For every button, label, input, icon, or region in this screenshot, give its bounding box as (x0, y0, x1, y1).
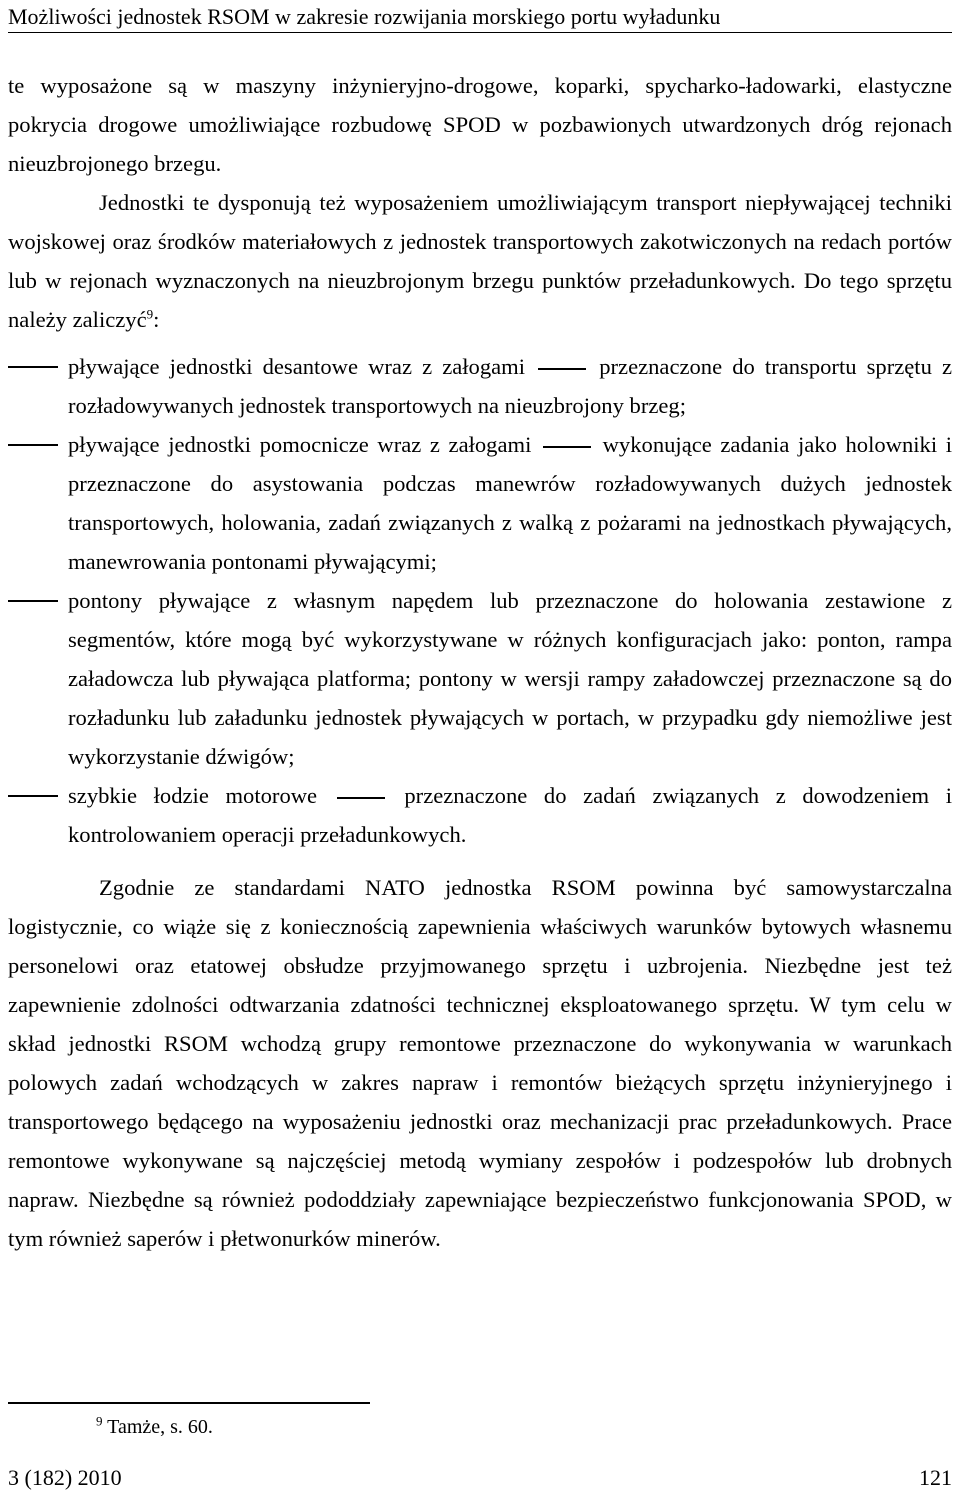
running-header-title: Możliwości jednostek RSOM w zakresie rozwijania morskiego portu wyładunku (8, 4, 721, 29)
dash-bullet (8, 366, 58, 368)
footnote-reference[interactable]: 9 (146, 306, 154, 322)
paragraph-equipment-continuation: te wyposażone są w maszyny inżynieryjno-drogowe, koparki, spycharko-ładowarki, elastyczne pokrycia drogowe umożliwiające rozbudowę SPOD w pozbawionych utwardzonych dróg rejonach nieuzbrojonego brzegu. (8, 73, 952, 176)
dash-bullet (8, 600, 58, 602)
footnote-text: Tamże, s. 60. (107, 1416, 213, 1438)
issue-number: 3 (182) 2010 (8, 1465, 122, 1490)
footnote-number: 9 (96, 1413, 103, 1429)
list-item: pływające jednostki desantowe wraz z załogami przeznaczone do transportu sprzętu z rozładowywanych jednostek transportowych na nieuzbrojony brzeg; (8, 347, 952, 425)
em-dash (543, 446, 591, 448)
list-item: szybkie łodzie motorowe przeznaczone do zadań związanych z dowodzeniem i kontrolowaniem operacji przeładunkowych. (8, 776, 952, 854)
footnote (96, 1413, 213, 1441)
page-number: 121 (919, 1465, 952, 1490)
list-item: pontony pływające z własnym napędem lub przeznaczone do holowania zestawione z segmentów, które mogą być wykorzystywane w różnych konfiguracjach jako: ponton, rampa załadowcza lub pływająca platforma; pontony w wersji rampy załadowczej przeznaczone są do rozładunku lub załadunku jednostek pływających w portach, w przypadku gdy niemożliwe jest wykorzystanie dźwigów; (8, 581, 952, 776)
em-dash (538, 368, 586, 370)
running-header (8, 2, 952, 33)
paragraph-equipment: te wyposażone są w maszyny inżynieryjno-drogowe, koparki, spycharko-ładowarki, elastyczne pokrycia drogowe umożliwiające rozbudowę SPOD w pozbawionych utwardzonych dróg rejonach nieuzbrojonego brzegu. Jednostki te dysponują też wyposażeniem umożliwiającym transport niepływającej techniki wojskowej oraz środków materiałowych z jednostek transportowych zakotwiczonych na redach portów lub w rejonach wyznaczonych na nieuzbrojonym brzegu punktów przeładunkowych. Do tego sprzętu należy zaliczyć$^9$: (8, 73, 952, 332)
equipment-list (8, 347, 952, 854)
dash-bullet (8, 795, 58, 797)
dash-bullet (8, 444, 58, 446)
em-dash (337, 797, 385, 799)
paragraph-nato-standards: Zgodnie ze standardami NATO jednostka RSOM powinna być samowystarczalna logistycznie, co wiąże się z koniecznością zapewnienia właściwych warunków bytowych własnemu personelowi oraz etatowej obsłudze przyjmowanego sprzętu i uzbrojenia. Niezbędne jest też zapewnienie zdolności odtwarzania zdatności technicznej eksploatowanego sprzętu. W tym celu w skład jednostki RSOM wchodzą grupy remontowe przeznaczone do wykonywania w warunkach polowych zadań wchodzących w zakres napraw i remontów bieżących sprzętu inżynieryjnego i transportowego będącego na wyposażeniu jednostki oraz mechanizacji prac przeładunkowych. Prace remontowe wykonywane są najczęściej metodą wymiany zespołów i podzespołów lub drobnych napraw. Niezbędne są również pododdziały zapewniające bezpieczeństwo funkcjonowania SPOD, w tym również saperów i płetwonurków minerów. (8, 875, 952, 1251)
list-item: pływające jednostki pomocnicze wraz z załogami wykonujące zadania jako holowniki i przeznaczone do asystowania podczas manewrów rozładowywanych dużych jednostek transportowych, holowania, zadań związanych z walką z pożarami na jednostkach pływających, manewrowania pontonami pływającymi; (8, 425, 952, 581)
footnote-separator (8, 1402, 370, 1404)
paragraph-equipment-transport: Jednostki te dysponują też wyposażeniem umożliwiającym transport niepływającej techniki wojskowej oraz środków materiałowych z jednostek transportowych zakotwiczonych na redach portów lub w rejonach wyznaczonych na nieuzbrojonym brzegu punktów przeładunkowych. Do tego sprzętu należy zaliczyć (8, 190, 952, 332)
